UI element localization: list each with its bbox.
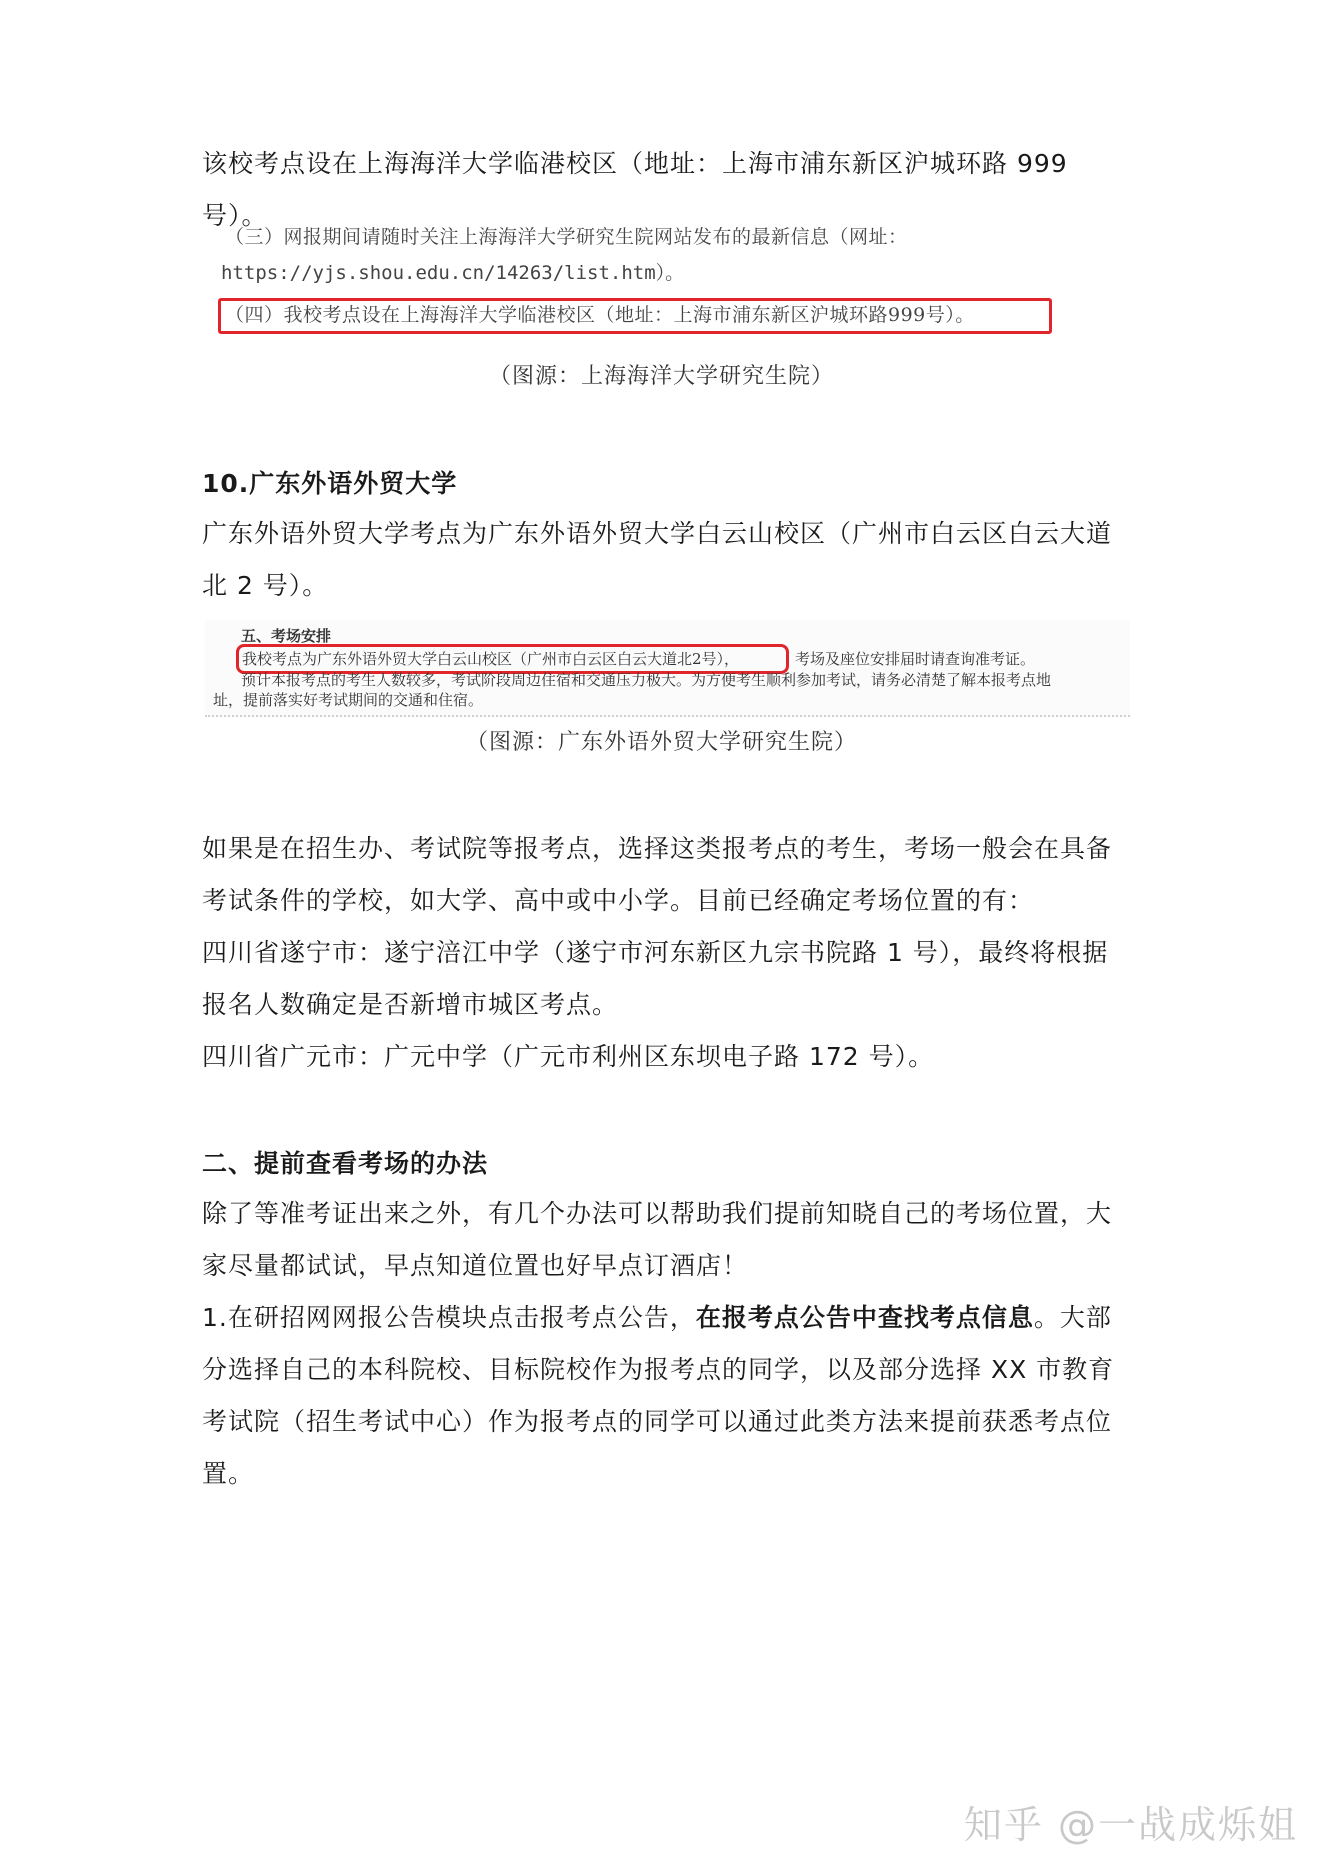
shot2-line-warning-cont: 址，提前落实好考试期间的交通和住宿。: [213, 691, 484, 709]
shot1-line-website: （三）网报期间请随时关注上海海洋大学研究生院网站发布的最新信息（网址：: [225, 226, 908, 248]
paragraph-shanghai-location: 该校考点设在上海海洋大学临港校区（地址：上海市浦东新区沪城环路 999 号）。: [202, 149, 1068, 230]
caption-gdufs-source: （图源：广东外语外贸大学研究生院）: [465, 730, 857, 755]
method1-text-b: 。大部分选择自己的本科院校、目标院校作为报考点的同学，以及部分选择 XX 市教育考试院（招生考试中心）作为报考点的同学可以通过此类方法来提前获悉考点位置。: [202, 1303, 1115, 1488]
caption-shanghai-source: （图源：上海海洋大学研究生院）: [488, 364, 834, 389]
paragraph-exam-office: 如果是在招生办、考试院等报考点，选择这类报考点的考生，考场一般会在具备考试条件的学校，如大学、高中或中小学。目前已经确定考场位置的有：: [202, 834, 1113, 915]
paragraph-methods-intro: 除了等准考证出来之外，有几个办法可以帮助我们提前知晓自己的考场位置，大家尽量都试试，早点知道位置也好早点订酒店！: [202, 1199, 1113, 1280]
paragraph-method-1: [202, 1292, 1132, 1500]
heading-gdufs: 10.广东外语外贸大学: [202, 469, 458, 498]
shot1-line-location: （四）我校考点设在上海海洋大学临港校区（地址：上海市浦东新区沪城环路999号）。: [225, 304, 975, 326]
shot2-line-location: 我校考点为广东外语外贸大学白云山校区（广州市白云区白云大道北2号），: [242, 650, 740, 668]
screenshot-shanghai-notice: [205, 222, 1105, 342]
paragraph-guangyuan: 四川省广元市：广元中学（广元市利州区东坝电子路 172 号）。: [202, 1042, 935, 1071]
method1-text-bold: 在报考点公告中查找考点信息: [695, 1303, 1034, 1332]
heading-methods: 二、提前查看考场的办法: [202, 1149, 489, 1178]
method1-text-a: 1.在研招网网报公告模块点击报考点公告，: [202, 1303, 696, 1332]
paragraph-suining: 四川省遂宁市：遂宁涪江中学（遂宁市河东新区九宗书院路 1 号），最终将根据报名人数确定是否新增市城区考点。: [202, 938, 1109, 1019]
shot2-title: 五、考场安排: [241, 627, 332, 645]
screenshot-gdufs-notice: [205, 620, 1130, 717]
shot1-line-url: https://yjs.shou.edu.cn/14263/list.htm）。: [221, 262, 685, 284]
paragraph-gdufs-location: 广东外语外贸大学考点为广东外语外贸大学白云山校区（广州市白云区白云大道北 2 号）。: [202, 519, 1113, 600]
shot2-line-warning: 预计本报考点的考生人数较多，考试阶段周边住宿和交通压力极大。为方便考生顺利参加考试，请务必清楚了解本报考点地: [241, 671, 1052, 689]
zhihu-watermark: 知乎 @一战成烁姐: [963, 1803, 1298, 1847]
shot2-line-seat: 考场及座位安排届时请查询准考证。: [795, 650, 1036, 668]
